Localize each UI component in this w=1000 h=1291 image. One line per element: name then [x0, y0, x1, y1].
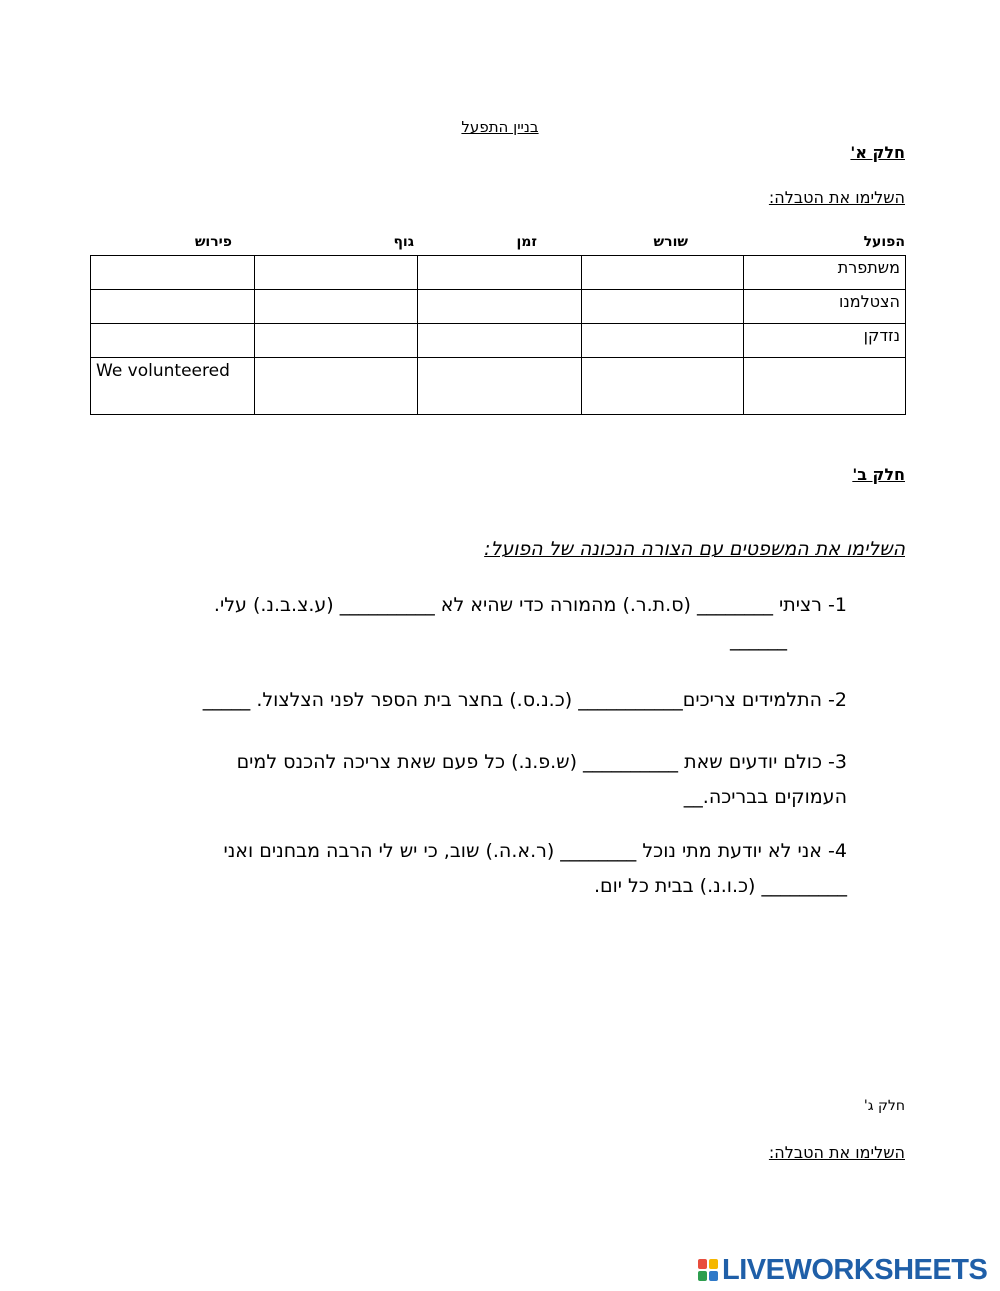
column-header-verb: הפועל [863, 234, 905, 250]
answer-cell[interactable] [418, 256, 582, 290]
sentence-3 [127, 745, 847, 815]
answer-cell[interactable] [582, 256, 744, 290]
answer-cell[interactable] [255, 290, 418, 324]
sentence-2 [127, 683, 847, 718]
answer-cell[interactable] [91, 324, 255, 358]
cell-meaning: We volunteered [91, 358, 255, 415]
logo-block-icon [698, 1259, 707, 1269]
table-row [91, 256, 906, 290]
sentence-blank[interactable]: ______ [730, 629, 787, 651]
verb-table [90, 255, 906, 415]
brand-name: LIVEWORKSHEETS [722, 1253, 988, 1286]
table-row [91, 324, 906, 358]
logo-block-icon [698, 1271, 707, 1281]
logo-block-icon [709, 1271, 718, 1281]
cell-verb: נזדקן [744, 324, 906, 358]
part-c-heading: חלק ג' [863, 1098, 905, 1114]
sentence-text: _________ (כ.ו.נ.) בבית כל יום. [593, 875, 847, 897]
sentence-4 [127, 834, 847, 904]
answer-cell[interactable] [582, 290, 744, 324]
part-b-heading: חלק ב' [852, 465, 905, 484]
answer-cell[interactable] [582, 324, 744, 358]
answer-cell[interactable] [91, 256, 255, 290]
answer-cell[interactable] [418, 290, 582, 324]
answer-cell[interactable] [255, 358, 418, 415]
part-c-instruction: השלימו את הטבלה: [768, 1143, 905, 1162]
part-a-heading: חלק א' [850, 143, 905, 162]
document-title: בניין התפעל [461, 118, 539, 136]
table-row [91, 290, 906, 324]
answer-cell[interactable] [582, 358, 744, 415]
sentence-text: 1- רציתי ________ (ס.ת.ר.) מהמורה כדי שהיא לא __________ (ע.צ.ב.נ.) עלי. [213, 594, 847, 616]
answer-cell[interactable] [418, 324, 582, 358]
answer-cell[interactable] [744, 358, 906, 415]
liveworksheets-logo [697, 1255, 987, 1285]
sentence-1 [127, 588, 847, 658]
column-header-root: שורש [653, 234, 688, 250]
sentence-text: 4- אני לא יודעת מתי נוכל ________ (ר.א.ה.) שוב, כי יש לי הרבה מבחנים ואני [223, 840, 847, 862]
column-header-meaning: פירוש [194, 234, 232, 250]
answer-cell[interactable] [91, 290, 255, 324]
logo-block-icon [709, 1259, 718, 1269]
column-header-tense: זמן [516, 234, 537, 250]
sentence-text: העמוקים בבריכה.__ [683, 786, 847, 808]
part-a-instruction: השלימו את הטבלה: [768, 188, 905, 207]
cell-verb: הצטלמנו [744, 290, 906, 324]
sentence-text: 2- התלמידים צריכים___________ (כ.נ.ס.) בחצר בית הספר לפני הצלצול. _____ [202, 689, 847, 711]
part-b-instruction: השלימו את המשפטים עם הצורה הנכונה של הפועל: [484, 538, 905, 560]
table-row [91, 358, 906, 415]
column-header-person: גוף [393, 234, 414, 250]
sentence-text: 3- כולם יודעים שאת __________ (ש.פ.נ.) כל פעם שאת צריכה להכנס למים [236, 751, 847, 773]
answer-cell[interactable] [418, 358, 582, 415]
logo-blocks-icon [697, 1258, 719, 1282]
table-column-headers [90, 234, 905, 254]
answer-cell[interactable] [255, 324, 418, 358]
answer-cell[interactable] [255, 256, 418, 290]
cell-verb: משתפרת [744, 256, 906, 290]
